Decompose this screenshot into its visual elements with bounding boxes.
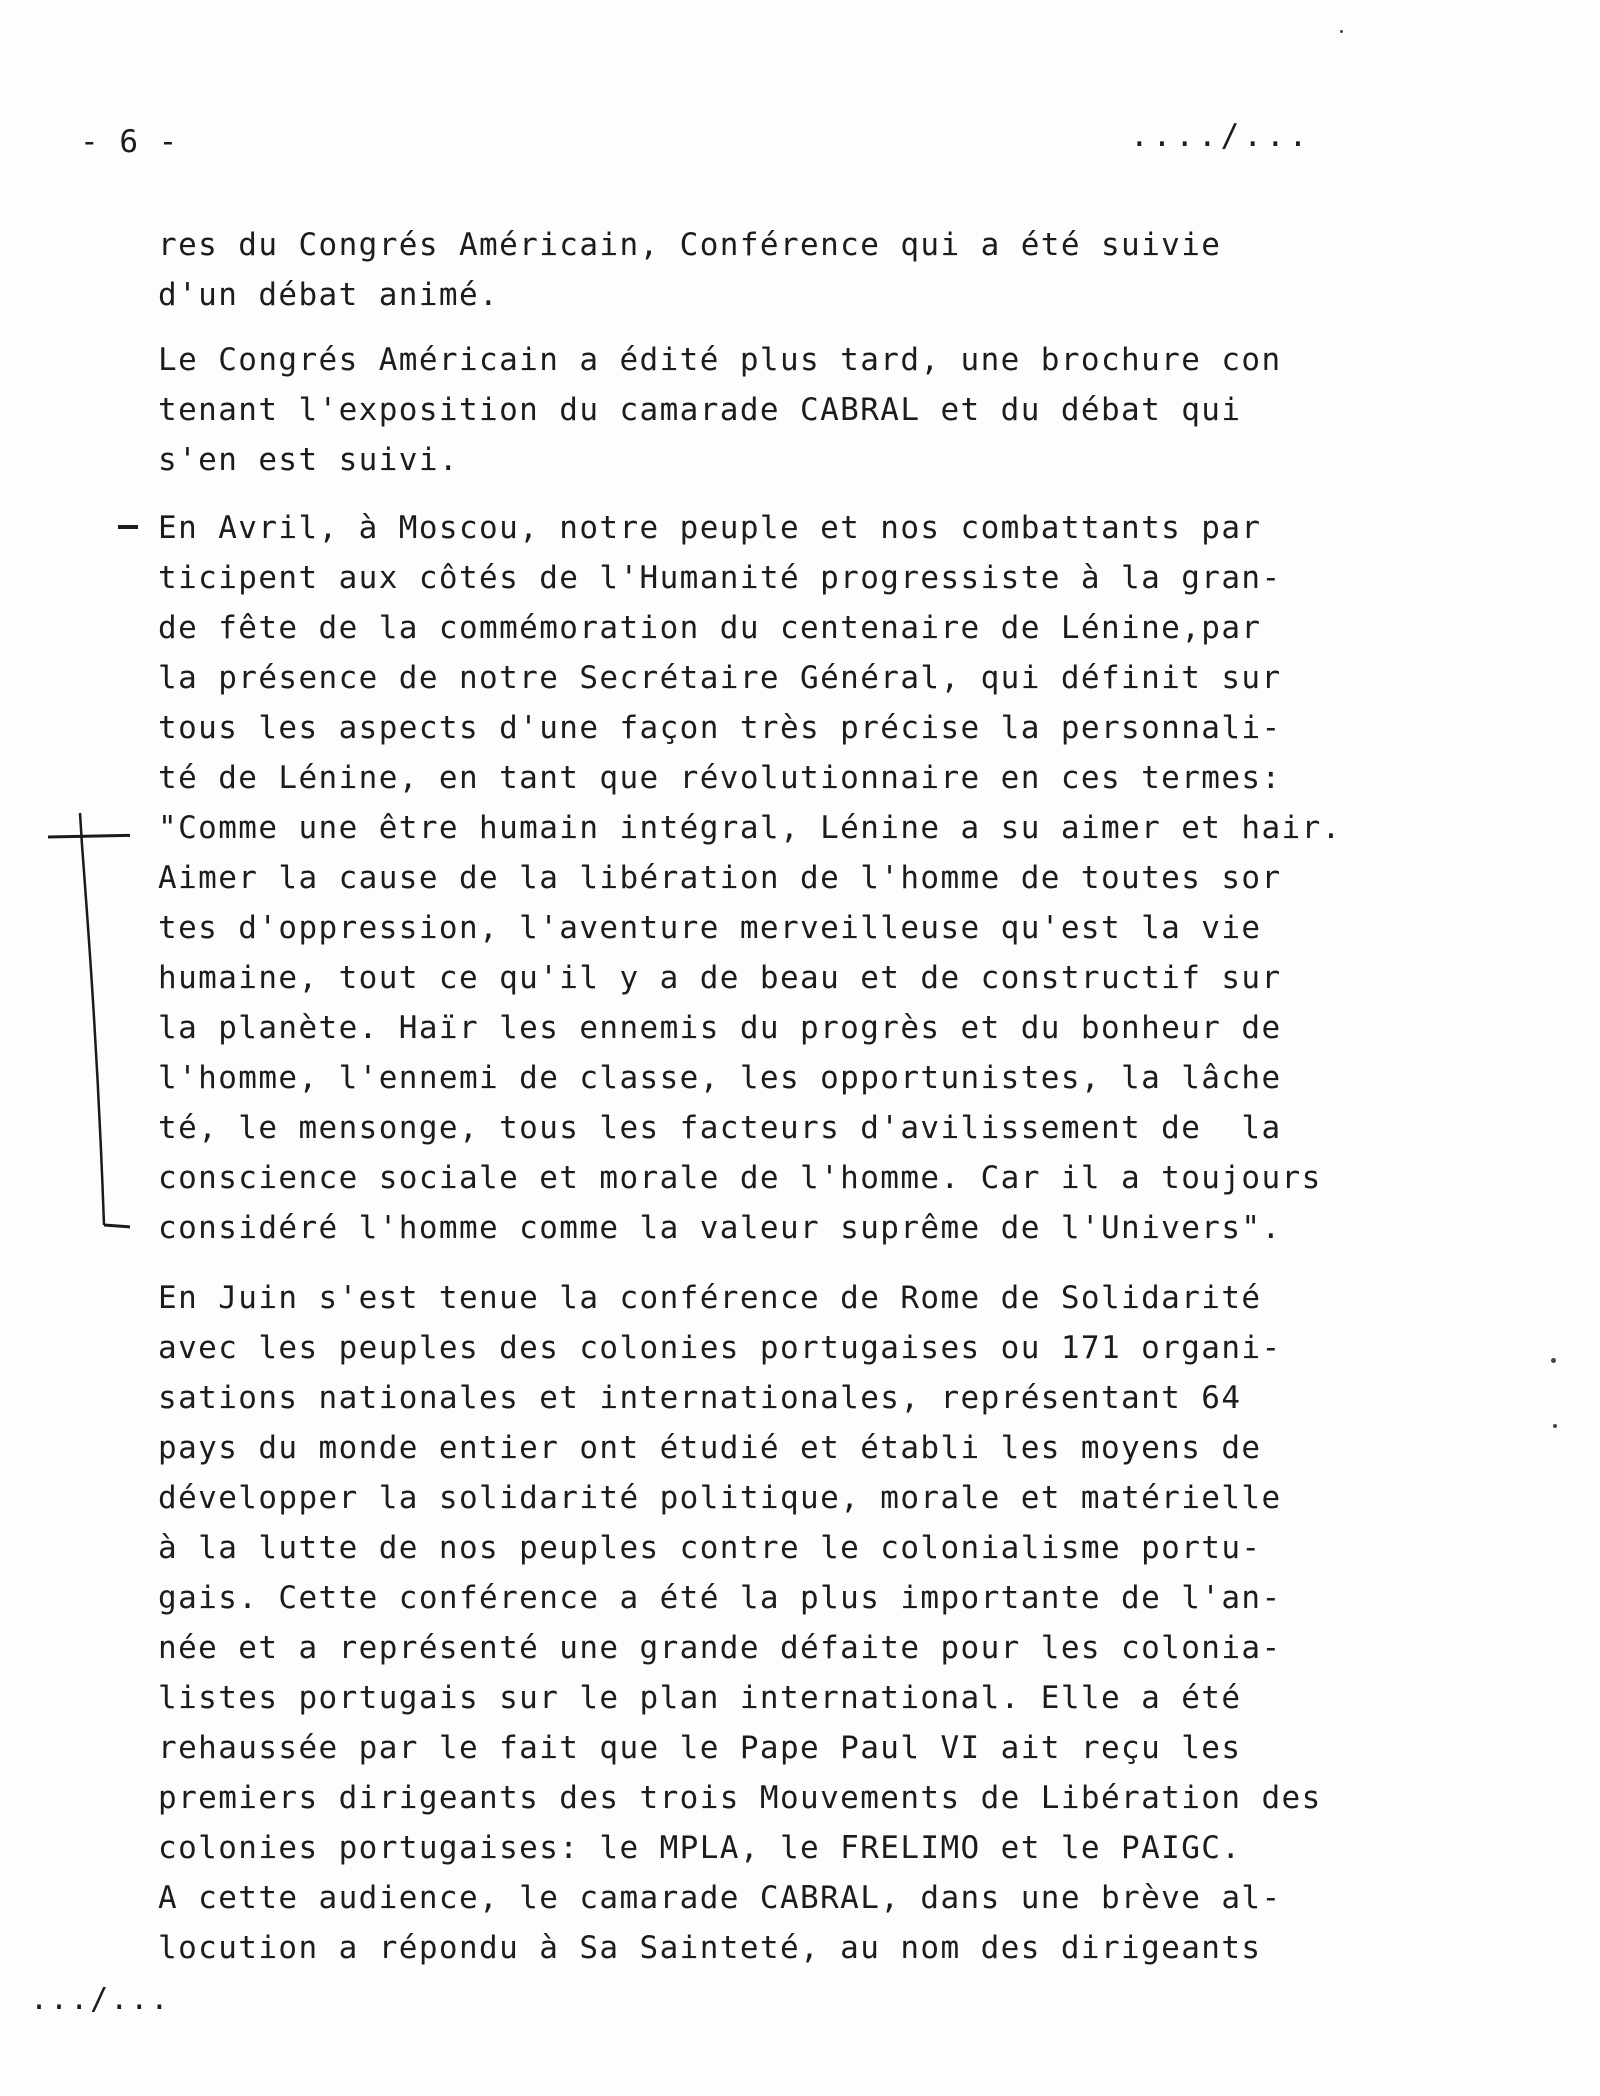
quote-line: Aimer la cause de la libération de l'homme de toutes sor <box>158 860 1282 896</box>
page-number: - 6 - <box>80 124 179 160</box>
quote-line: "Comme une être humain intégral, Lénine a su aimer et hair. <box>158 810 1342 846</box>
text-line: à la lutte de nos peuples contre le colonialisme portu- <box>158 1530 1262 1566</box>
text-line: sations nationales et internationales, représentant 64 <box>158 1380 1242 1416</box>
text-line: avec les peuples des colonies portugaises ou 171 organi- <box>158 1330 1282 1366</box>
text-line: rehaussée par le fait que le Pape Paul VI ait reçu les <box>158 1730 1242 1766</box>
scan-speck <box>1551 1358 1556 1363</box>
paragraph-1 <box>158 220 1358 320</box>
text-line: tous les aspects d'une façon très précise la personnali- <box>158 710 1282 746</box>
text-line: née et a représenté une grande défaite pour les colonia- <box>158 1630 1282 1666</box>
text-line: locution a répondu à Sa Sainteté, au nom des dirigeants <box>158 1930 1262 1966</box>
text-line: la présence de notre Secrétaire Général, qui définit sur <box>158 660 1282 696</box>
text-line: développer la solidarité politique, morale et matérielle <box>158 1480 1282 1516</box>
quote-line: l'homme, l'ennemi de classe, les opportunistes, la lâche <box>158 1060 1282 1096</box>
quote-line: té, le mensonge, tous les facteurs d'avilissement de la <box>158 1110 1282 1146</box>
text-line: En Avril, à Moscou, notre peuple et nos combattants par <box>158 510 1262 546</box>
text-line: listes portugais sur le plan international. Elle a été <box>158 1680 1242 1716</box>
text-line: gais. Cette conférence a été la plus importante de l'an- <box>158 1580 1282 1616</box>
quote-line: la planète. Haïr les ennemis du progrès et du bonheur de <box>158 1010 1282 1046</box>
quote-line: humaine, tout ce qu'il y a de beau et de constructif sur <box>158 960 1282 996</box>
quote-line: considéré l'homme comme la valeur suprême de l'Univers". <box>158 1210 1282 1246</box>
text-line: tenant l'exposition du camarade CABRAL et du débat qui <box>158 392 1242 428</box>
scan-speck <box>1340 30 1343 33</box>
text-line: de fête de la commémoration du centenaire de Lénine,par <box>158 610 1262 646</box>
scan-speck <box>1553 1424 1557 1428</box>
quote-line: conscience sociale et morale de l'homme. Car il a toujours <box>158 1160 1322 1196</box>
text-line: colonies portugaises: le MPLA, le FRELIMO et le PAIGC. <box>158 1830 1242 1866</box>
text-line: A cette audience, le camarade CABRAL, dans une brève al- <box>158 1880 1282 1916</box>
text-line: d'un débat animé. <box>158 277 500 313</box>
text-line: s'en est suivi. <box>158 442 459 478</box>
quote-line: tes d'oppression, l'aventure merveilleuse qu'est la vie <box>158 910 1262 946</box>
text-line: pays du monde entier ont étudié et établi les moyens de <box>158 1430 1262 1466</box>
text-line: premiers dirigeants des trois Mouvements de Libération des <box>158 1780 1322 1816</box>
text-line: Le Congrés Américain a édité plus tard, une brochure con <box>158 342 1282 378</box>
text-line: En Juin s'est tenue la conférence de Rome de Solidarité <box>158 1280 1262 1316</box>
paragraph-2 <box>158 335 1358 485</box>
paragraph-4 <box>158 1273 1358 1973</box>
continued-marker-bottom: .../... <box>30 1982 171 2017</box>
text-line: té de Lénine, en tant que révolutionnaire en ces termes: <box>158 760 1282 796</box>
margin-bracket-annotation <box>40 805 130 1255</box>
text-line: res du Congrés Américain, Conférence qui a été suivie <box>158 227 1222 263</box>
continued-marker-top: ..../... <box>1130 118 1312 154</box>
paragraph-3 <box>158 503 1358 1253</box>
text-line: ticipent aux côtés de l'Humanité progressiste à la gran- <box>158 560 1282 596</box>
bullet-dash <box>118 525 138 529</box>
